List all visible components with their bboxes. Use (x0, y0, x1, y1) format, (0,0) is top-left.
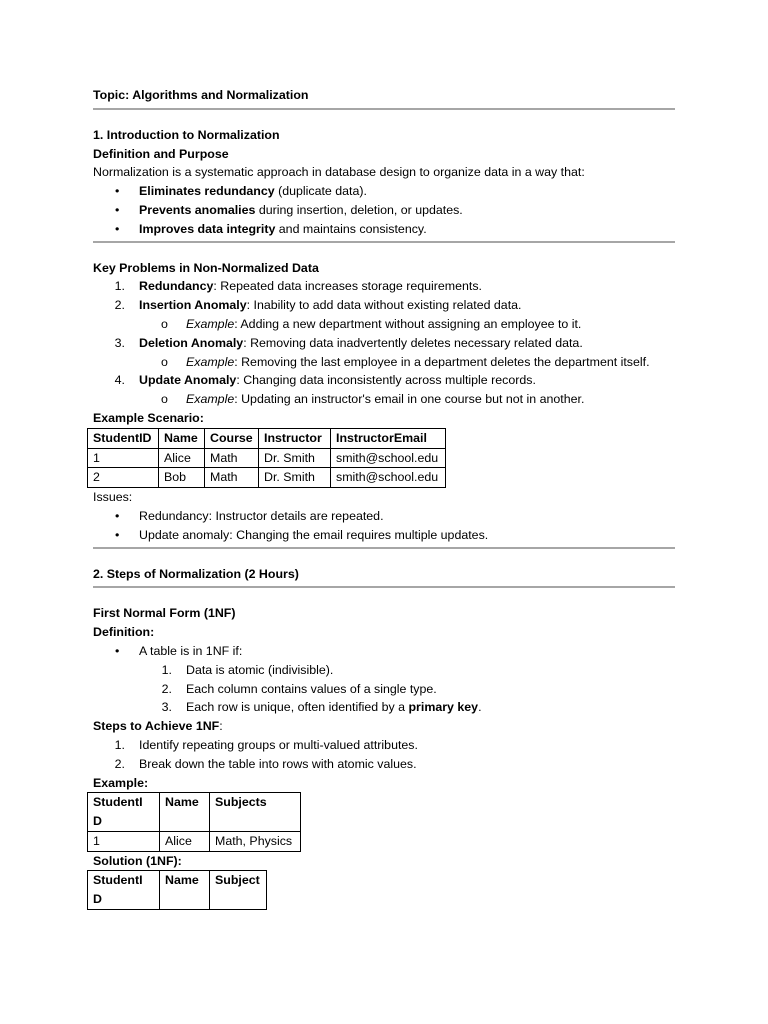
sub-list-item (93, 353, 675, 372)
item-text: Break down the table into rows with atomic values. (139, 756, 417, 771)
table-cell: Math (205, 448, 259, 468)
example-label (93, 774, 675, 793)
table-header-row (88, 793, 301, 832)
example-scenario-label: Example Scenario: (93, 410, 204, 425)
table-cell: Alice (159, 448, 205, 468)
list-item (93, 736, 675, 755)
issues-list (93, 507, 675, 545)
bullet-icon: • (115, 202, 120, 217)
item-bold: Insertion Anomaly (139, 298, 247, 313)
list-number: 1. (161, 662, 172, 677)
table-cell: smith@school.edu (331, 448, 446, 468)
list-item (93, 507, 675, 526)
sub-bullet-icon: o (161, 392, 168, 407)
example-label: Example (186, 354, 235, 369)
bullet-icon: • (115, 221, 120, 236)
list-item (93, 201, 675, 220)
table-header-row (88, 428, 446, 448)
list-number: 2. (114, 298, 125, 313)
header-text: StudentI (93, 795, 143, 810)
item-text: and maintains consistency. (275, 221, 427, 236)
item-text: Redundancy: Instructor details are repeated. (139, 508, 384, 523)
solution-label: Solution (1NF): (93, 853, 182, 868)
table-cell: 1 (88, 448, 159, 468)
item-text: : Changing data inconsistently across multiple records. (236, 373, 536, 388)
solution-table (87, 870, 267, 910)
item-text: A table is in 1NF if: (139, 643, 243, 658)
item-text: during insertion, deletion, or updates. (255, 202, 463, 217)
table-header-cell (88, 871, 160, 910)
steps-label (93, 717, 675, 736)
table-header-cell: Name (160, 871, 210, 910)
example-text: : Removing the last employee in a department deletes the department itself. (234, 354, 650, 369)
table-header-row (88, 871, 267, 910)
scenario-table (87, 428, 446, 488)
list-item (93, 220, 675, 239)
list-number: 3. (114, 335, 125, 350)
table-cell: 2 (88, 468, 159, 488)
definition-list (93, 642, 675, 661)
table-cell: smith@school.edu (331, 468, 446, 488)
intro-paragraph: Normalization is a systematic approach in database design to organize data in a way that: (93, 165, 585, 180)
list-number: 2. (161, 681, 172, 696)
item-text: Each row is unique, often identified by a (186, 700, 409, 715)
list-item (93, 642, 675, 661)
list-number: 1. (114, 737, 125, 752)
bullet-icon: • (115, 184, 120, 199)
example-label: Example (186, 392, 235, 407)
example-label-text: Example (93, 775, 144, 790)
list-number: 2. (114, 756, 125, 771)
table-header-cell: Course (205, 428, 259, 448)
table-row (88, 468, 446, 488)
table-header-cell: InstructorEmail (331, 428, 446, 448)
list-item (93, 661, 675, 680)
table-cell: Bob (159, 468, 205, 488)
sub-list-item (93, 315, 675, 334)
header-text: D (93, 892, 102, 907)
section-1-heading: 1. Introduction to Normalization (93, 127, 280, 142)
table-header-cell: Subjects (210, 793, 301, 832)
sub-bullet-icon: o (161, 316, 168, 331)
list-item (93, 371, 675, 390)
item-bold: Prevents anomalies (139, 202, 256, 217)
item-text: . (478, 700, 482, 715)
list-number: 3. (161, 700, 172, 715)
steps-label-text: Steps to Achieve 1NF (93, 719, 220, 734)
list-item (93, 698, 675, 717)
item-text: Data is atomic (indivisible). (186, 662, 334, 677)
item-text: (duplicate data). (274, 184, 367, 199)
table-cell: Dr. Smith (259, 448, 331, 468)
item-bold: Redundancy (139, 279, 214, 294)
item-text: : Repeated data increases storage requirements. (213, 279, 482, 294)
example-label: Example (186, 316, 235, 331)
table-header-cell: Subject (210, 871, 267, 910)
table-header-cell: StudentID (88, 428, 159, 448)
steps-colon: : (219, 719, 223, 734)
section-2-heading: 2. Steps of Normalization (2 Hours) (93, 566, 299, 581)
issues-label: Issues: (93, 490, 133, 505)
table-header-cell: Name (160, 793, 210, 832)
item-text: : Removing data inadvertently deletes necessary related data. (243, 335, 583, 350)
item-text: Identify repeating groups or multi-valued attributes. (139, 737, 418, 752)
problems-heading: Key Problems in Non-Normalized Data (93, 260, 319, 275)
example-table (87, 792, 301, 851)
item-bold: primary key (408, 700, 479, 715)
steps-list (93, 736, 675, 774)
header-text: D (93, 814, 102, 829)
document-page (93, 86, 675, 910)
item-text: Each column contains values of a single type. (186, 681, 437, 696)
item-bold: Eliminates redundancy (139, 184, 275, 199)
table-cell: 1 (88, 831, 160, 851)
item-bold: Deletion Anomaly (139, 335, 244, 350)
list-number: 1. (114, 279, 125, 294)
problems-list (93, 277, 675, 409)
table-header-cell (88, 793, 160, 832)
1nf-heading: First Normal Form (1NF) (93, 606, 236, 621)
table-row (88, 448, 446, 468)
table-cell: Math, Physics (210, 831, 301, 851)
list-item (93, 182, 675, 201)
example-text: : Adding a new department without assigning an employee to it. (234, 316, 582, 331)
sub-bullet-icon: o (161, 354, 168, 369)
table-cell: Math (205, 468, 259, 488)
bullet-icon: • (115, 508, 120, 523)
definition-label: Definition: (93, 625, 155, 640)
bullet-icon: • (115, 527, 120, 542)
list-item (93, 755, 675, 774)
list-item (93, 296, 675, 315)
list-number: 4. (114, 373, 125, 388)
item-text: : Inability to add data without existing related data. (246, 298, 522, 313)
list-item (93, 334, 675, 353)
table-header-cell: Name (159, 428, 205, 448)
example-text: : Updating an instructor's email in one course but not in another. (234, 392, 585, 407)
topic-title: Topic: Algorithms and Normalization (93, 88, 309, 102)
definition-purpose-heading: Definition and Purpose (93, 146, 229, 161)
list-item (93, 526, 675, 545)
table-row (88, 831, 301, 851)
item-bold: Improves data integrity (139, 221, 276, 236)
header-text: StudentI (93, 873, 143, 888)
list-item (93, 680, 675, 699)
item-text: Update anomaly: Changing the email requires multiple updates. (139, 527, 489, 542)
item-bold: Update Anomaly (139, 373, 237, 388)
1nf-conditions-list (93, 661, 675, 717)
purpose-list (93, 182, 675, 238)
list-item (93, 277, 675, 296)
table-cell: Alice (160, 831, 210, 851)
table-header-cell: Instructor (259, 428, 331, 448)
bullet-icon: • (115, 643, 120, 658)
example-colon: : (143, 775, 149, 790)
table-cell: Dr. Smith (259, 468, 331, 488)
sub-list-item (93, 390, 675, 409)
